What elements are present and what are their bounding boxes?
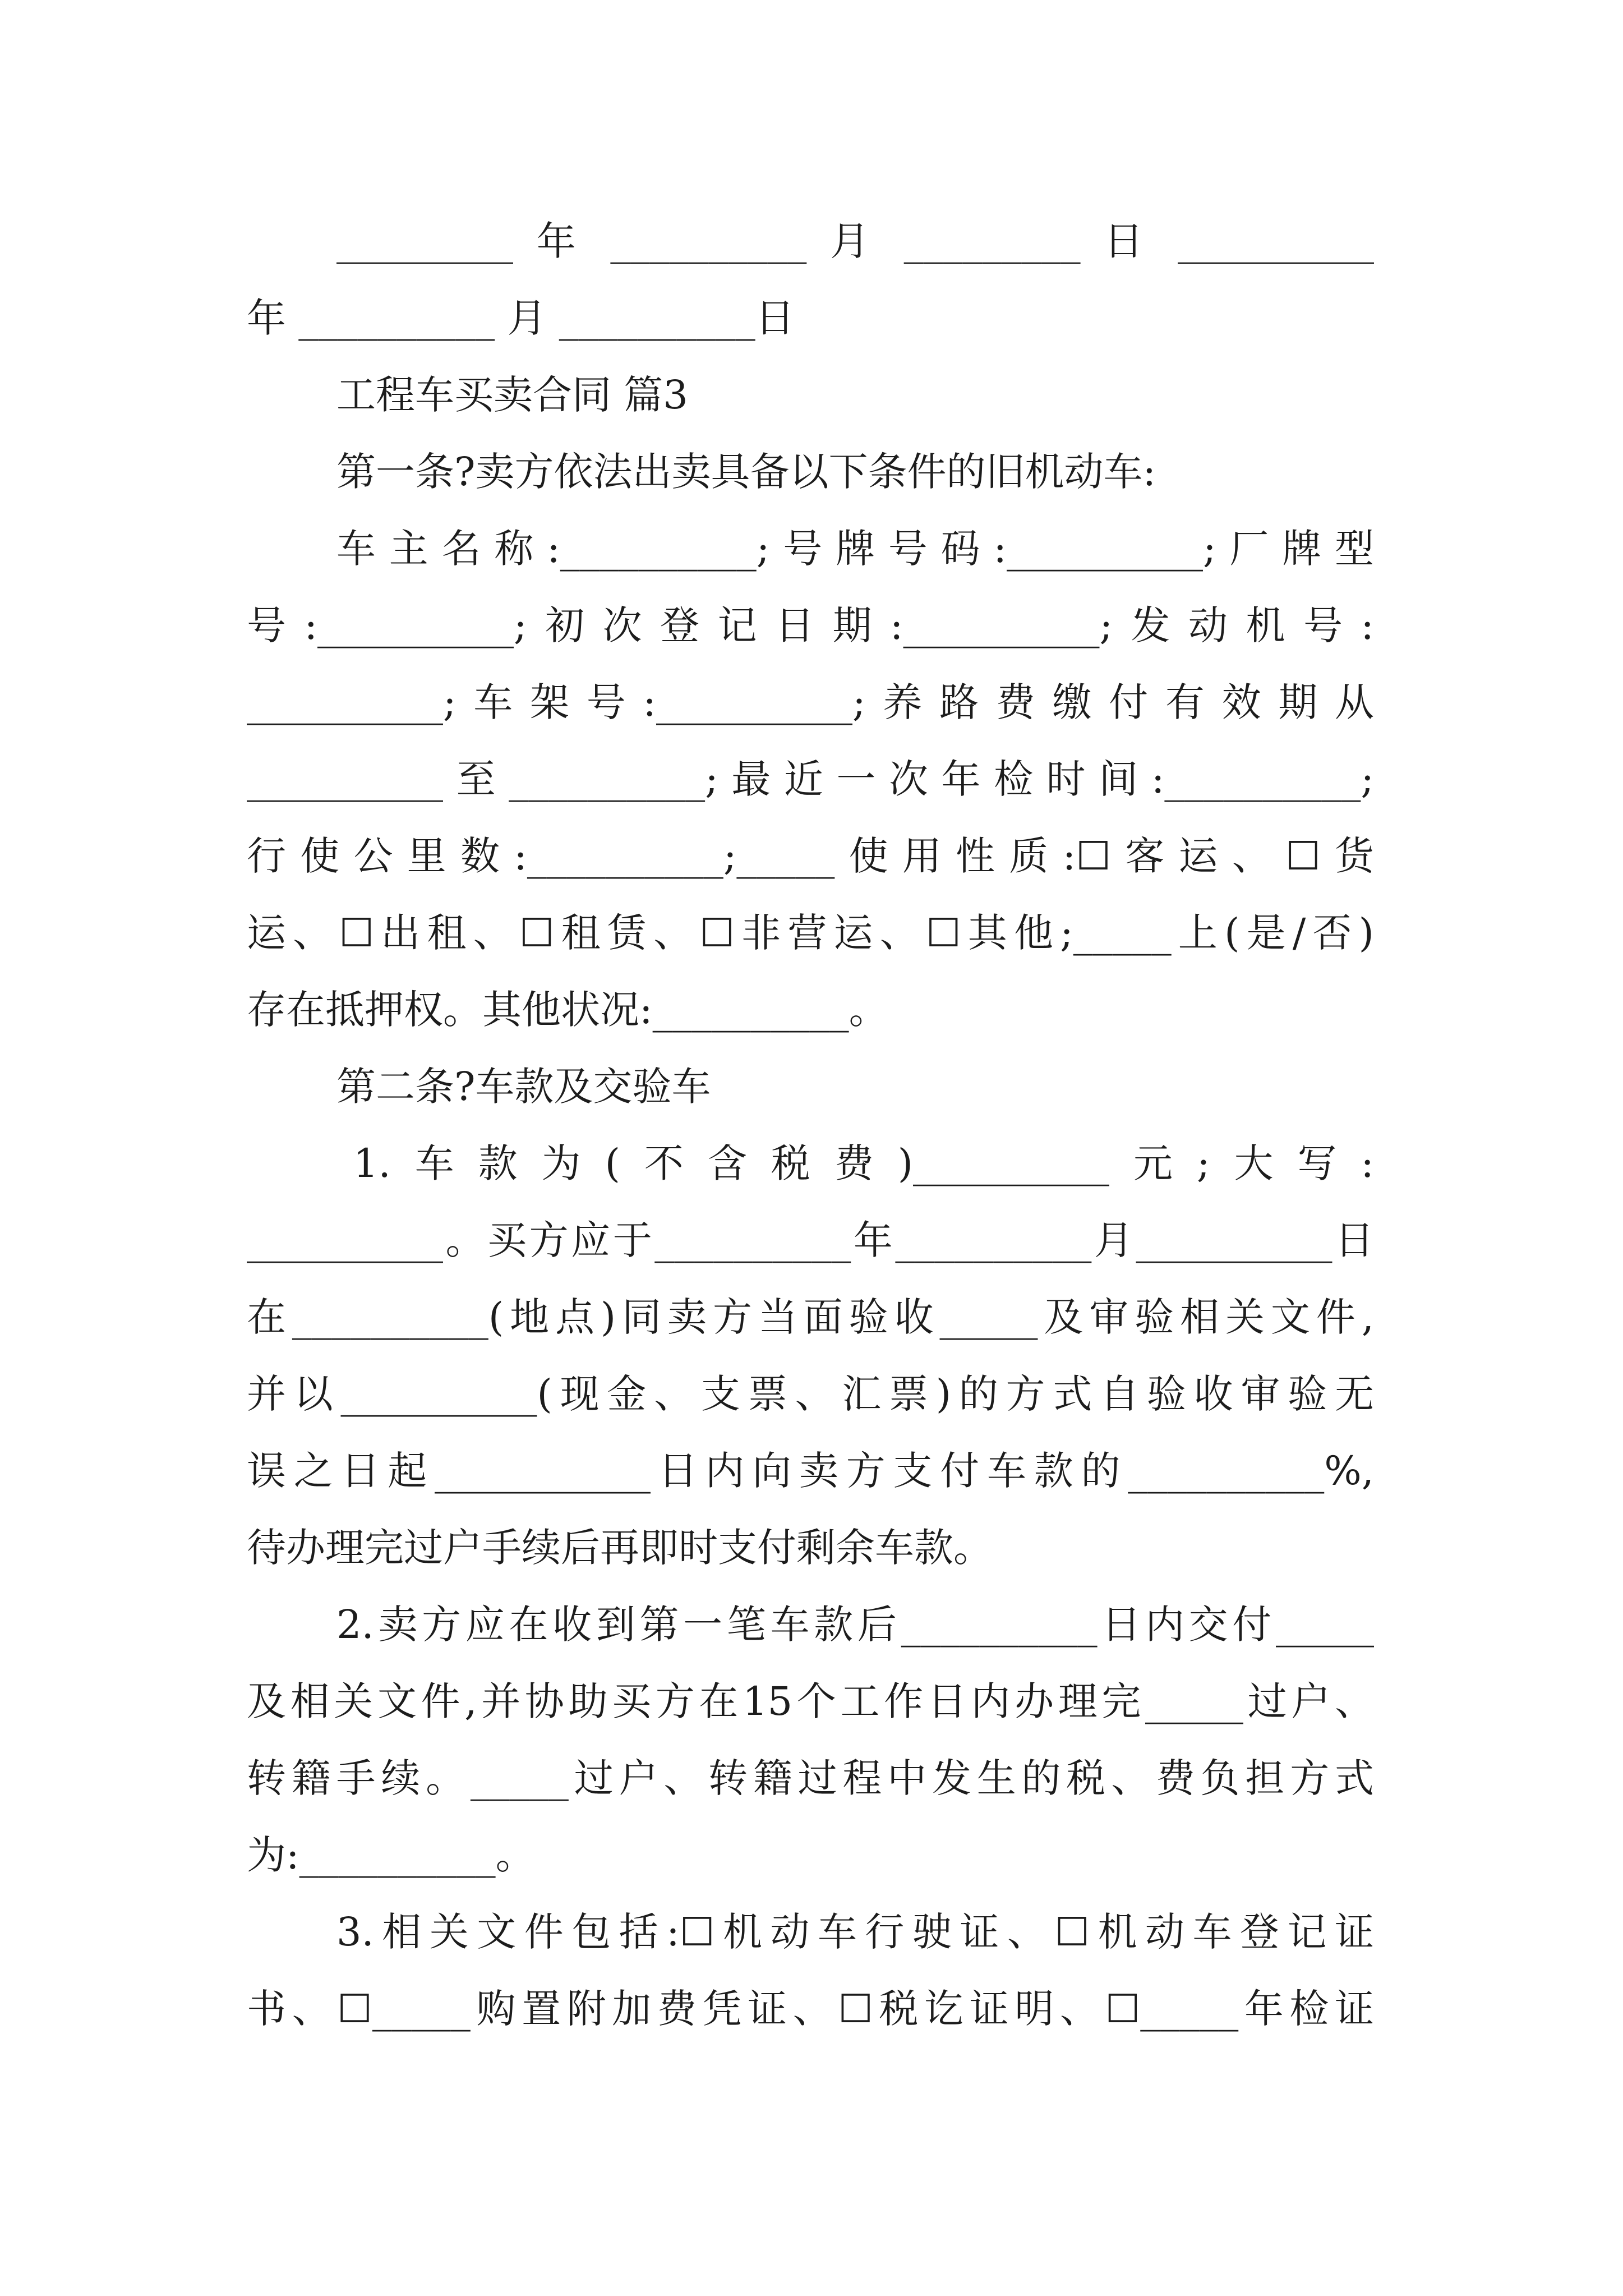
article-1-line-2: 号:__________;初次登记日期:__________;发动机号:	[247, 602, 1374, 648]
clause-2-line-2: 及相关文件,并协助买方在15个工作日内办理完_____过户、	[247, 1678, 1374, 1724]
section-heading: 工程车买卖合同 篇3	[336, 372, 688, 418]
clause-2-line-3: 转籍手续。_____过户、转籍过程中发生的税、费负担方式	[247, 1755, 1374, 1801]
article-1-line-5: 行使公里数:__________;_____使用性质:☐客运、☐货	[247, 833, 1374, 879]
article-1-line-3: __________;车架号:__________;养路费缴付有效期从	[247, 679, 1374, 725]
clause-1-line-6: 待办理完过户手续后再即时支付剩余车款。	[247, 1525, 993, 1571]
clause-1-line-2: __________。买方应于__________年__________月__________日	[247, 1217, 1374, 1263]
clause-1-line-5: 误之日起___________日内向卖方支付车款的__________%,	[247, 1448, 1374, 1494]
article-2-heading: 第二条?车款及交验车	[336, 1064, 711, 1110]
clause-3-line-2: 书、☐_____购置附加费凭证、☐税讫证明、☐_____年检证	[247, 1986, 1374, 2032]
clause-3-line-1: 3.相关文件包括:☐机动车行驶证、☐机动车登记证	[336, 1909, 1374, 1955]
clause-1-line-4: 并以__________(现金、支票、汇票)的方式自验收审验无	[247, 1371, 1374, 1417]
article-1-line-7: 存在抵押权。其他状况:__________。	[247, 987, 888, 1033]
clause-2-line-4: 为:__________。	[247, 1832, 535, 1878]
date-line-1: _________ 年 __________ 月 _________ 日 __________	[336, 218, 1374, 264]
article-1-line-1: 车主名称:__________;号牌号码:__________;厂牌型	[336, 526, 1374, 572]
article-1-line-4: __________至__________;最近一次年检时间:__________;	[247, 756, 1374, 802]
article-1-heading: 第一条?卖方依法出卖具备以下条件的旧机动车:	[336, 449, 1156, 495]
article-1-line-6: 运、☐出租、☐租赁、☐非营运、☐其他;_____上(是/否)	[247, 910, 1374, 956]
clause-1-line-3: 在__________(地点)同卖方当面验收_____及审验相关文件,	[247, 1294, 1374, 1340]
clause-2-line-1: 2.卖方应在收到第一笔车款后__________日内交付_____	[336, 1602, 1374, 1648]
clause-1-line-1: 1.车款为(不含税费)__________元;大写:	[353, 1140, 1374, 1186]
date-line-2: 年 __________ 月 __________日	[247, 295, 795, 341]
